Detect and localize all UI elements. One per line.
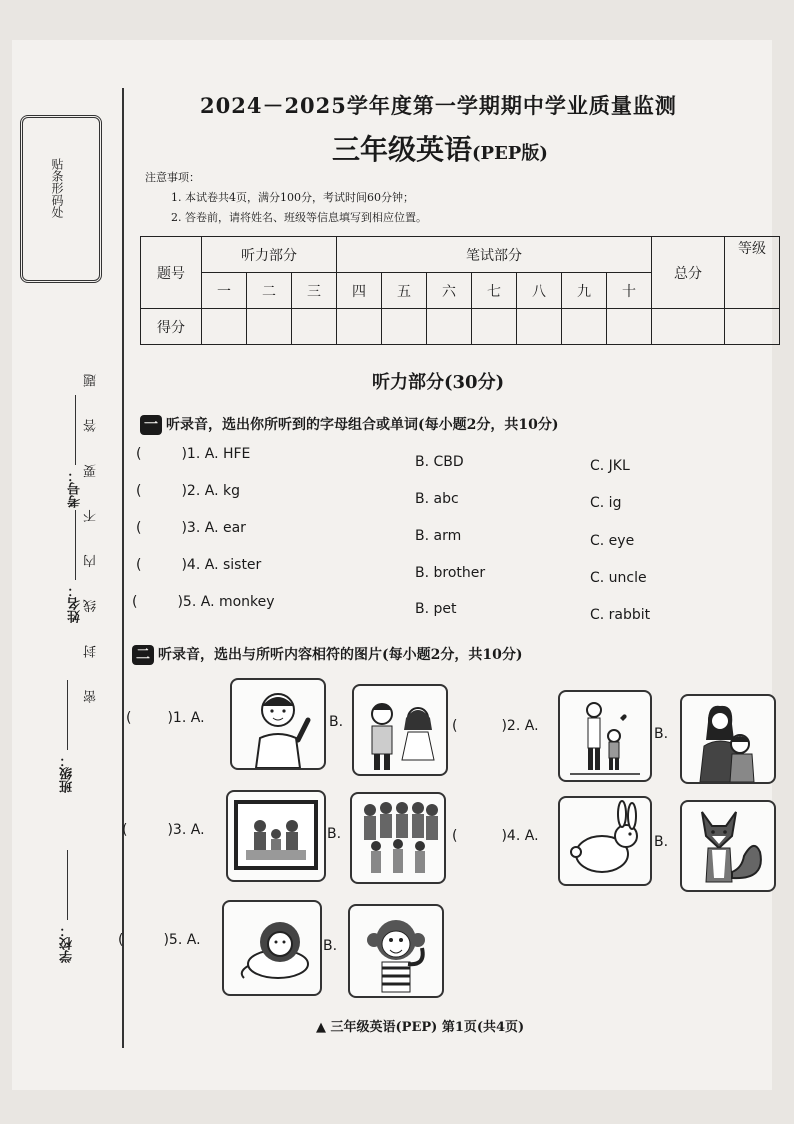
note-item: 1. 本试卷共4页，满分100分，考试时间60分钟； — [171, 191, 414, 204]
question-row[interactable]: ( )4. A. sister — [136, 557, 262, 573]
score-cell[interactable] — [562, 309, 607, 345]
part2-heading: 二 听录音，选出与所听内容相符的图片(每小题2分，共10分) — [132, 644, 522, 665]
score-cell[interactable] — [472, 309, 517, 345]
picture-mother-hugging-girl[interactable] — [680, 694, 776, 784]
field-exam-number[interactable]: 考号： — [66, 395, 85, 508]
grade-cell[interactable] — [725, 309, 780, 345]
picture-rabbit[interactable] — [558, 796, 652, 886]
score-total-cell[interactable] — [652, 309, 725, 345]
picture-lion[interactable] — [222, 900, 322, 996]
field-name[interactable]: 姓名： — [66, 510, 85, 623]
score-cell[interactable] — [382, 309, 427, 345]
question-row[interactable]: ( )5. A. monkey — [132, 594, 275, 610]
binding-line — [122, 88, 124, 1048]
picture-small-family-frame[interactable] — [226, 790, 326, 882]
option-b[interactable]: B. pet — [415, 601, 457, 617]
pic-question-1[interactable]: ( )1. A. — [126, 710, 205, 726]
pic-question-2[interactable]: ( )2. A. — [452, 718, 539, 734]
question-row[interactable]: ( )1. A. HFE — [136, 446, 251, 462]
score-cell[interactable] — [517, 309, 562, 345]
option-b-label: B. — [654, 726, 669, 742]
option-b[interactable]: B. arm — [415, 528, 462, 544]
field-class[interactable]: 班级： — [58, 680, 77, 793]
pic-question-5[interactable]: ( )5. A. — [118, 932, 201, 948]
exam-subject: 三年级英语(PEP版) — [332, 133, 548, 166]
picture-monkey[interactable] — [348, 904, 444, 998]
option-b-label: B. — [329, 714, 344, 730]
seal-notice: 密 封 线 内 不 要 答 题 — [84, 360, 99, 703]
score-cell[interactable] — [292, 309, 337, 345]
picture-father-and-son[interactable] — [558, 690, 652, 782]
score-cell[interactable] — [607, 309, 652, 345]
exam-title: 2024－2025学年度第一学期期中学业质量监测 — [200, 93, 677, 118]
part1-heading: 一 听录音，选出你所听到的字母组合或单词(每小题2分，共10分) — [140, 414, 558, 435]
barcode-sticker-box — [20, 115, 102, 283]
option-b-label: B. — [327, 826, 342, 842]
picture-fox[interactable] — [680, 800, 776, 892]
option-b-label: B. — [323, 938, 338, 954]
score-cell[interactable] — [247, 309, 292, 345]
option-c[interactable]: C. JKL — [590, 458, 630, 474]
option-b-label: B. — [654, 834, 669, 850]
score-cell[interactable] — [337, 309, 382, 345]
note-item: 2. 答卷前，请将姓名、班级等信息填写到相应位置。 — [171, 211, 427, 224]
option-c[interactable]: C. ig — [590, 495, 622, 511]
notes: 注意事项： 1. 本试卷共4页，满分100分，考试时间60分钟； 2. 答卷前，请将姓名、班级等信息填写到相应位置。 — [145, 168, 427, 228]
option-c[interactable]: C. rabbit — [590, 607, 651, 623]
field-school[interactable]: 学校： — [58, 850, 77, 963]
pic-question-4[interactable]: ( )4. A. — [452, 828, 539, 844]
score-table: 题号 听力部分 笔试部分 总分 等级 一 二 三 四 五 六 七 八 九 十 得分 — [140, 236, 780, 345]
picture-big-family[interactable] — [350, 792, 446, 884]
part2-badge: 二 — [132, 645, 154, 665]
page-footer: ▲ 三年级英语(PEP) 第1页(共4页) — [316, 1020, 525, 1035]
option-b[interactable]: B. brother — [415, 565, 486, 581]
pic-question-3[interactable]: ( )3. A. — [122, 822, 205, 838]
picture-boy-waving[interactable] — [230, 678, 326, 770]
option-c[interactable]: C. uncle — [590, 570, 647, 586]
listening-section-title: 听力部分(30分) — [372, 372, 505, 393]
question-row[interactable]: ( )3. A. ear — [136, 520, 246, 536]
score-cell[interactable] — [202, 309, 247, 345]
option-b[interactable]: B. abc — [415, 491, 459, 507]
part1-badge: 一 — [140, 415, 162, 435]
sticker-label: 贴条形码处 — [50, 158, 64, 218]
bell-icon: ▲ — [316, 1020, 326, 1035]
option-b[interactable]: B. CBD — [415, 454, 464, 470]
option-c[interactable]: C. eye — [590, 533, 635, 549]
picture-two-children[interactable] — [352, 684, 448, 776]
edition-label: (PEP版) — [472, 143, 548, 164]
score-cell[interactable] — [427, 309, 472, 345]
question-row[interactable]: ( )2. A. kg — [136, 483, 240, 499]
